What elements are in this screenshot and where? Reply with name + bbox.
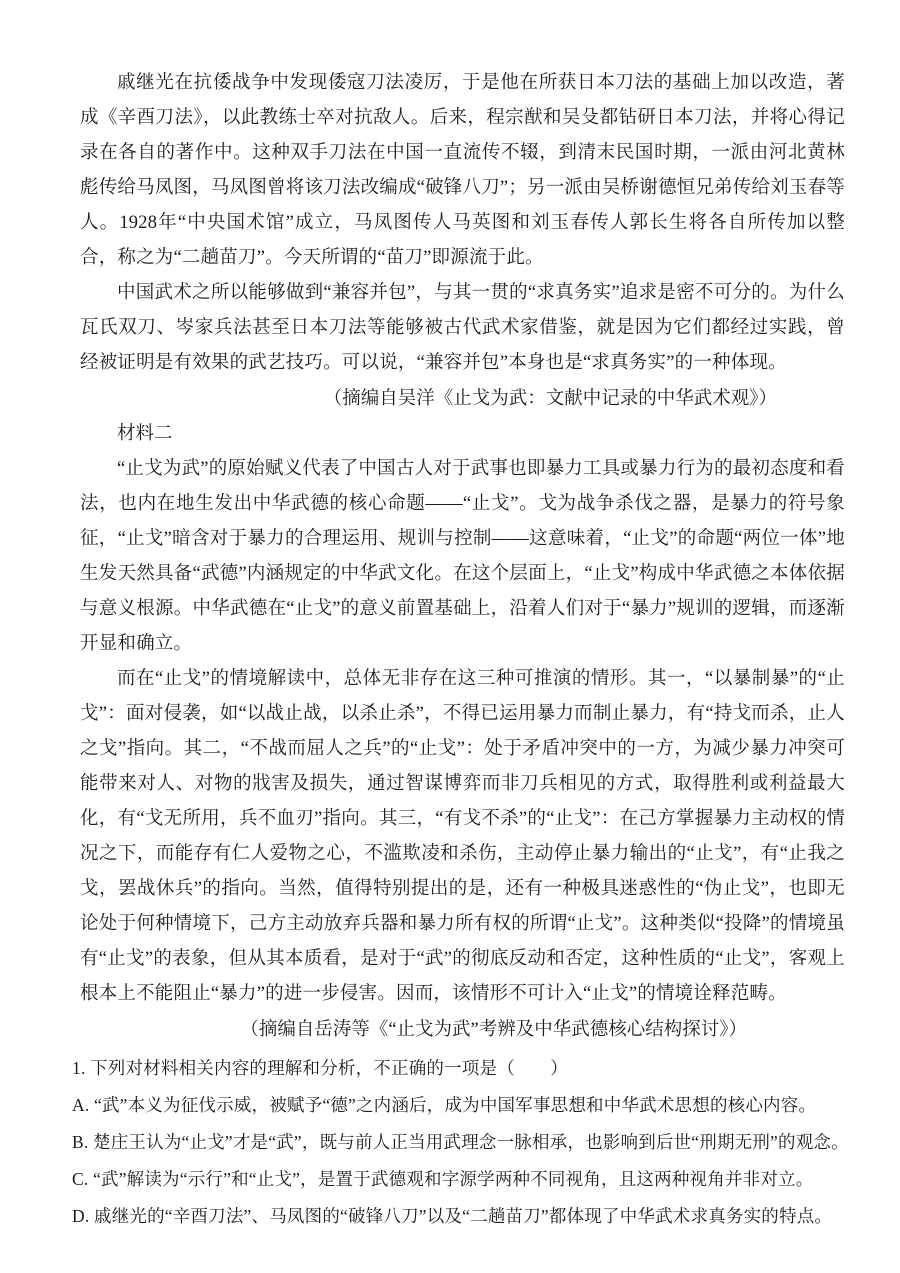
material-one-section [80,66,845,417]
material-two-paragraph-2: 而在“止戈”的情境解读中，总体无非存在这三种可推演的情形。其一，“以暴制暴”的“止戈”：面对侵袭，如“以战止战，以杀止杀”，不得已运用暴力而制止暴力，有“持戈而杀，止人之戈”指向。其二，“不战而屈人之兵”的“止戈”：处于矛盾冲突中的一方，为减少暴力冲突可能带来对人、对物的戕害及损失，通过智谋博弈而非刀兵相见的方式，取得胜利或利益最大化，有“戈无所用，兵不血刃”指向。其三，“有戈不杀”的“止戈”：在己方掌握暴力主动权的情况之下，而能存有仁人爱物之心，不滥欺凌和杀伤，主动停止暴力输出的“止戈”，有“止我之戈，罢战休兵”的指向。当然，值得特别提出的是，还有一种极具迷惑性的“伪止戈”，也即无论处于何种情境下，己方主动放弃兵器和暴力所有权的所谓“止戈”。这种类似“投降”的情境虽有“止戈”的表象，但从其本质看，是对于“武”的彻底反动和否定，这种性质的“止戈”，客观上根本上不能阻止“暴力”的进一步侵害。因而，该情形不可计入“止戈”的情境诠释范畴。 [80,669,845,1004]
question-one-option-d: D. 戚继光的“辛酉刀法”、马凤图的“破锋八刀”以及“二趟苗刀”都体现了中华武术求真务实的特点。 [72,1206,833,1226]
material-two-section [80,417,845,1048]
material-two-paragraph-1: “止戈为武”的原始赋义代表了中国古人对于武事也即暴力工具或暴力行为的最初态度和看法，也内在地生发出中华武德的核心命题——“止戈”。戈为战争杀伐之器，是暴力的符号象征，“止戈”暗含对于暴力的合理运用、规训与控制——这意味着，“止戈”的命题“两位一体”地生发天然具备“武德”内涵规定的中华武文化。在这个层面上，“止戈”构成中华武德之本体依据与意义根源。中华武德在“止戈”的意义前置基础上，沿着人们对于“暴力”规训的逻辑，而逐渐开显和确立。 [80,459,845,654]
question-one-section [72,1050,849,1235]
question-one-option-c: C. “武”解读为“示行”和“止戈”，是置于武德观和字源学两种不同视角，且这两种视角并非对立。 [72,1169,814,1189]
material-two-heading: 材料二 [117,424,173,444]
question-one-option-a: A. “武”本义为征伐示威，被赋予“德”之内涵后，成为中国军事思想和中华武术思想的核心内容。 [72,1095,817,1115]
material-one-source-attribution: （摘编自吴洋《止戈为武：文献中记录的中华武术观》） [323,389,777,409]
material-one-paragraph-1: 戚继光在抗倭战争中发现倭寇刀法凌厉，于是他在所获日本刀法的基础上加以改造，著成《辛酉刀法》，以此教练士卒对抗敌人。后来，程宗猷和吴殳都钻研日本刀法，并将心得记录在各自的著作中。这种双手刀法在中国一直流传不辍，到清末民国时期，一派由河北黄林彪传给马凤图，马凤图曾将该刀法改编成“破锋八刀”；另一派由吴桥谢德恒兄弟传给刘玉春等人。1928年“中央国术馆”成立，马凤图传人马英图和刘玉春传人郭长生将各自所传加以整合，称之为“二趟苗刀”。今天所谓的“苗刀”即源流于此。 [80,73,845,268]
question-one-stem: 1. 下列对材料相关内容的理解和分析，不正确的一项是（ ） [72,1058,568,1078]
question-one-option-b: B. 楚庄王认为“止戈”才是“武”，既与前人正当用武理念一脉相承，也影响到后世“刑期无刑”的观念。 [72,1132,849,1152]
material-two-source-attribution: （摘编自岳涛等《“止戈为武”考辨及中华武德核心结构探讨》） [240,1020,747,1040]
material-one-paragraph-2: 中国武术之所以能够做到“兼容并包”，与其一贯的“求真务实”追求是密不可分的。为什么瓦氏双刀、岑家兵法甚至日本刀法等能够被古代武术家借鉴，就是因为它们都经过实践，曾经被证明是有效果的武艺技巧。可以说，“兼容并包”本身也是“求真务实”的一种体现。 [80,283,845,373]
